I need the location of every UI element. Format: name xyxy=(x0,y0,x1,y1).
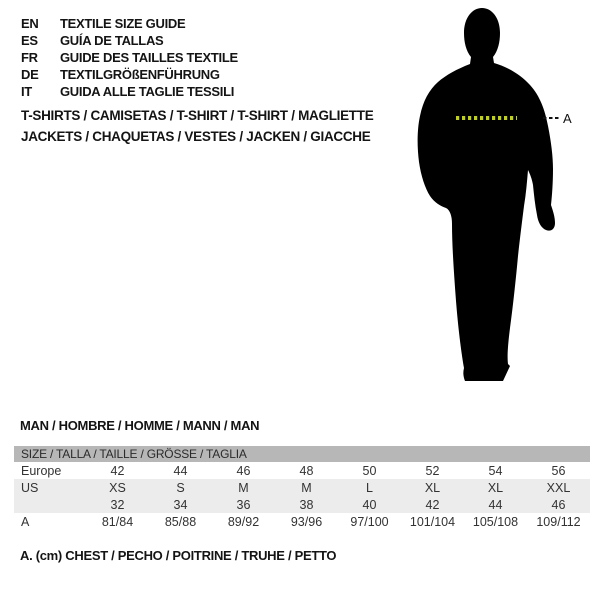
size-cell: L xyxy=(366,480,373,495)
language-row xyxy=(21,32,238,49)
table-row xyxy=(14,462,590,479)
size-cell: 46 xyxy=(236,463,251,478)
row-label: Europe xyxy=(21,463,62,478)
size-cell: 42 xyxy=(110,463,125,478)
language-code: EN xyxy=(21,16,39,31)
size-cell: 48 xyxy=(299,463,314,478)
language-title: GUIDA ALLE TAGLIE TESSILI xyxy=(60,84,235,99)
size-table-grid xyxy=(14,462,590,530)
language-title: GUÍA DE TALLAS xyxy=(60,33,164,48)
size-cell: 93/96 xyxy=(290,514,323,529)
size-cell: 81/84 xyxy=(101,514,134,529)
size-cell: 109/112 xyxy=(536,514,581,529)
language-list xyxy=(21,15,238,100)
section-title: MAN / HOMBRE / HOMME / MANN / MAN xyxy=(20,418,260,433)
size-cell: 44 xyxy=(173,463,188,478)
row-label: A xyxy=(21,514,30,529)
category-tshirts: T-SHIRTS / CAMISETAS / T-SHIRT / T-SHIRT / MAGLIETTE xyxy=(21,108,374,123)
language-code: FR xyxy=(21,50,38,65)
size-table-header: SIZE / TALLA / TAILLE / GRÖSSE / TAGLIA xyxy=(14,446,590,462)
row-label xyxy=(14,496,86,513)
table-row xyxy=(14,513,590,530)
language-row xyxy=(21,83,238,100)
man-silhouette-svg xyxy=(412,6,588,394)
size-cell: XL xyxy=(424,480,441,495)
language-title: TEXTILGRÖßENFÜHRUNG xyxy=(60,67,220,82)
size-table xyxy=(14,446,590,530)
size-cell: 32 xyxy=(110,497,125,512)
size-cell: 56 xyxy=(551,463,566,478)
language-title: TEXTILE SIZE GUIDE xyxy=(60,16,186,31)
size-cell: M xyxy=(301,480,312,495)
size-cell: 34 xyxy=(173,497,188,512)
language-code: DE xyxy=(21,67,39,82)
size-cell: 38 xyxy=(299,497,314,512)
size-cell: M xyxy=(238,480,249,495)
category-jackets: JACKETS / CHAQUETAS / VESTES / JACKEN / GIACCHE xyxy=(21,129,371,144)
language-code: IT xyxy=(21,84,32,99)
language-code: ES xyxy=(21,33,38,48)
measure-footnote: A. (cm) CHEST / PECHO / POITRINE / TRUHE / PETTO xyxy=(20,548,337,563)
size-table-body xyxy=(14,462,590,530)
man-silhouette xyxy=(418,8,555,381)
measure-label-a: A xyxy=(563,111,572,126)
size-cell: 40 xyxy=(362,497,377,512)
row-label: US xyxy=(21,480,39,495)
size-cell: 105/108 xyxy=(472,514,519,529)
table-row xyxy=(14,496,590,513)
size-cell: 42 xyxy=(425,497,440,512)
size-cell: 85/88 xyxy=(164,514,197,529)
size-cell: XS xyxy=(109,480,126,495)
size-cell: 89/92 xyxy=(227,514,260,529)
category-list xyxy=(21,105,373,147)
size-cell: XXL xyxy=(546,480,571,495)
language-row xyxy=(21,49,238,66)
size-cell: 44 xyxy=(488,497,503,512)
size-cell: XL xyxy=(487,480,504,495)
language-row xyxy=(21,66,238,83)
language-title: GUIDE DES TAILLES TEXTILE xyxy=(60,50,238,65)
size-cell: 46 xyxy=(551,497,566,512)
language-row xyxy=(21,15,238,32)
size-cell: 97/100 xyxy=(350,514,389,529)
size-cell: 52 xyxy=(425,463,440,478)
man-silhouette-figure xyxy=(412,6,588,394)
size-cell: 54 xyxy=(488,463,503,478)
size-cell: S xyxy=(176,480,185,495)
size-cell: 101/104 xyxy=(409,514,456,529)
table-row xyxy=(14,479,590,496)
size-cell: 50 xyxy=(362,463,377,478)
size-cell: 36 xyxy=(236,497,251,512)
